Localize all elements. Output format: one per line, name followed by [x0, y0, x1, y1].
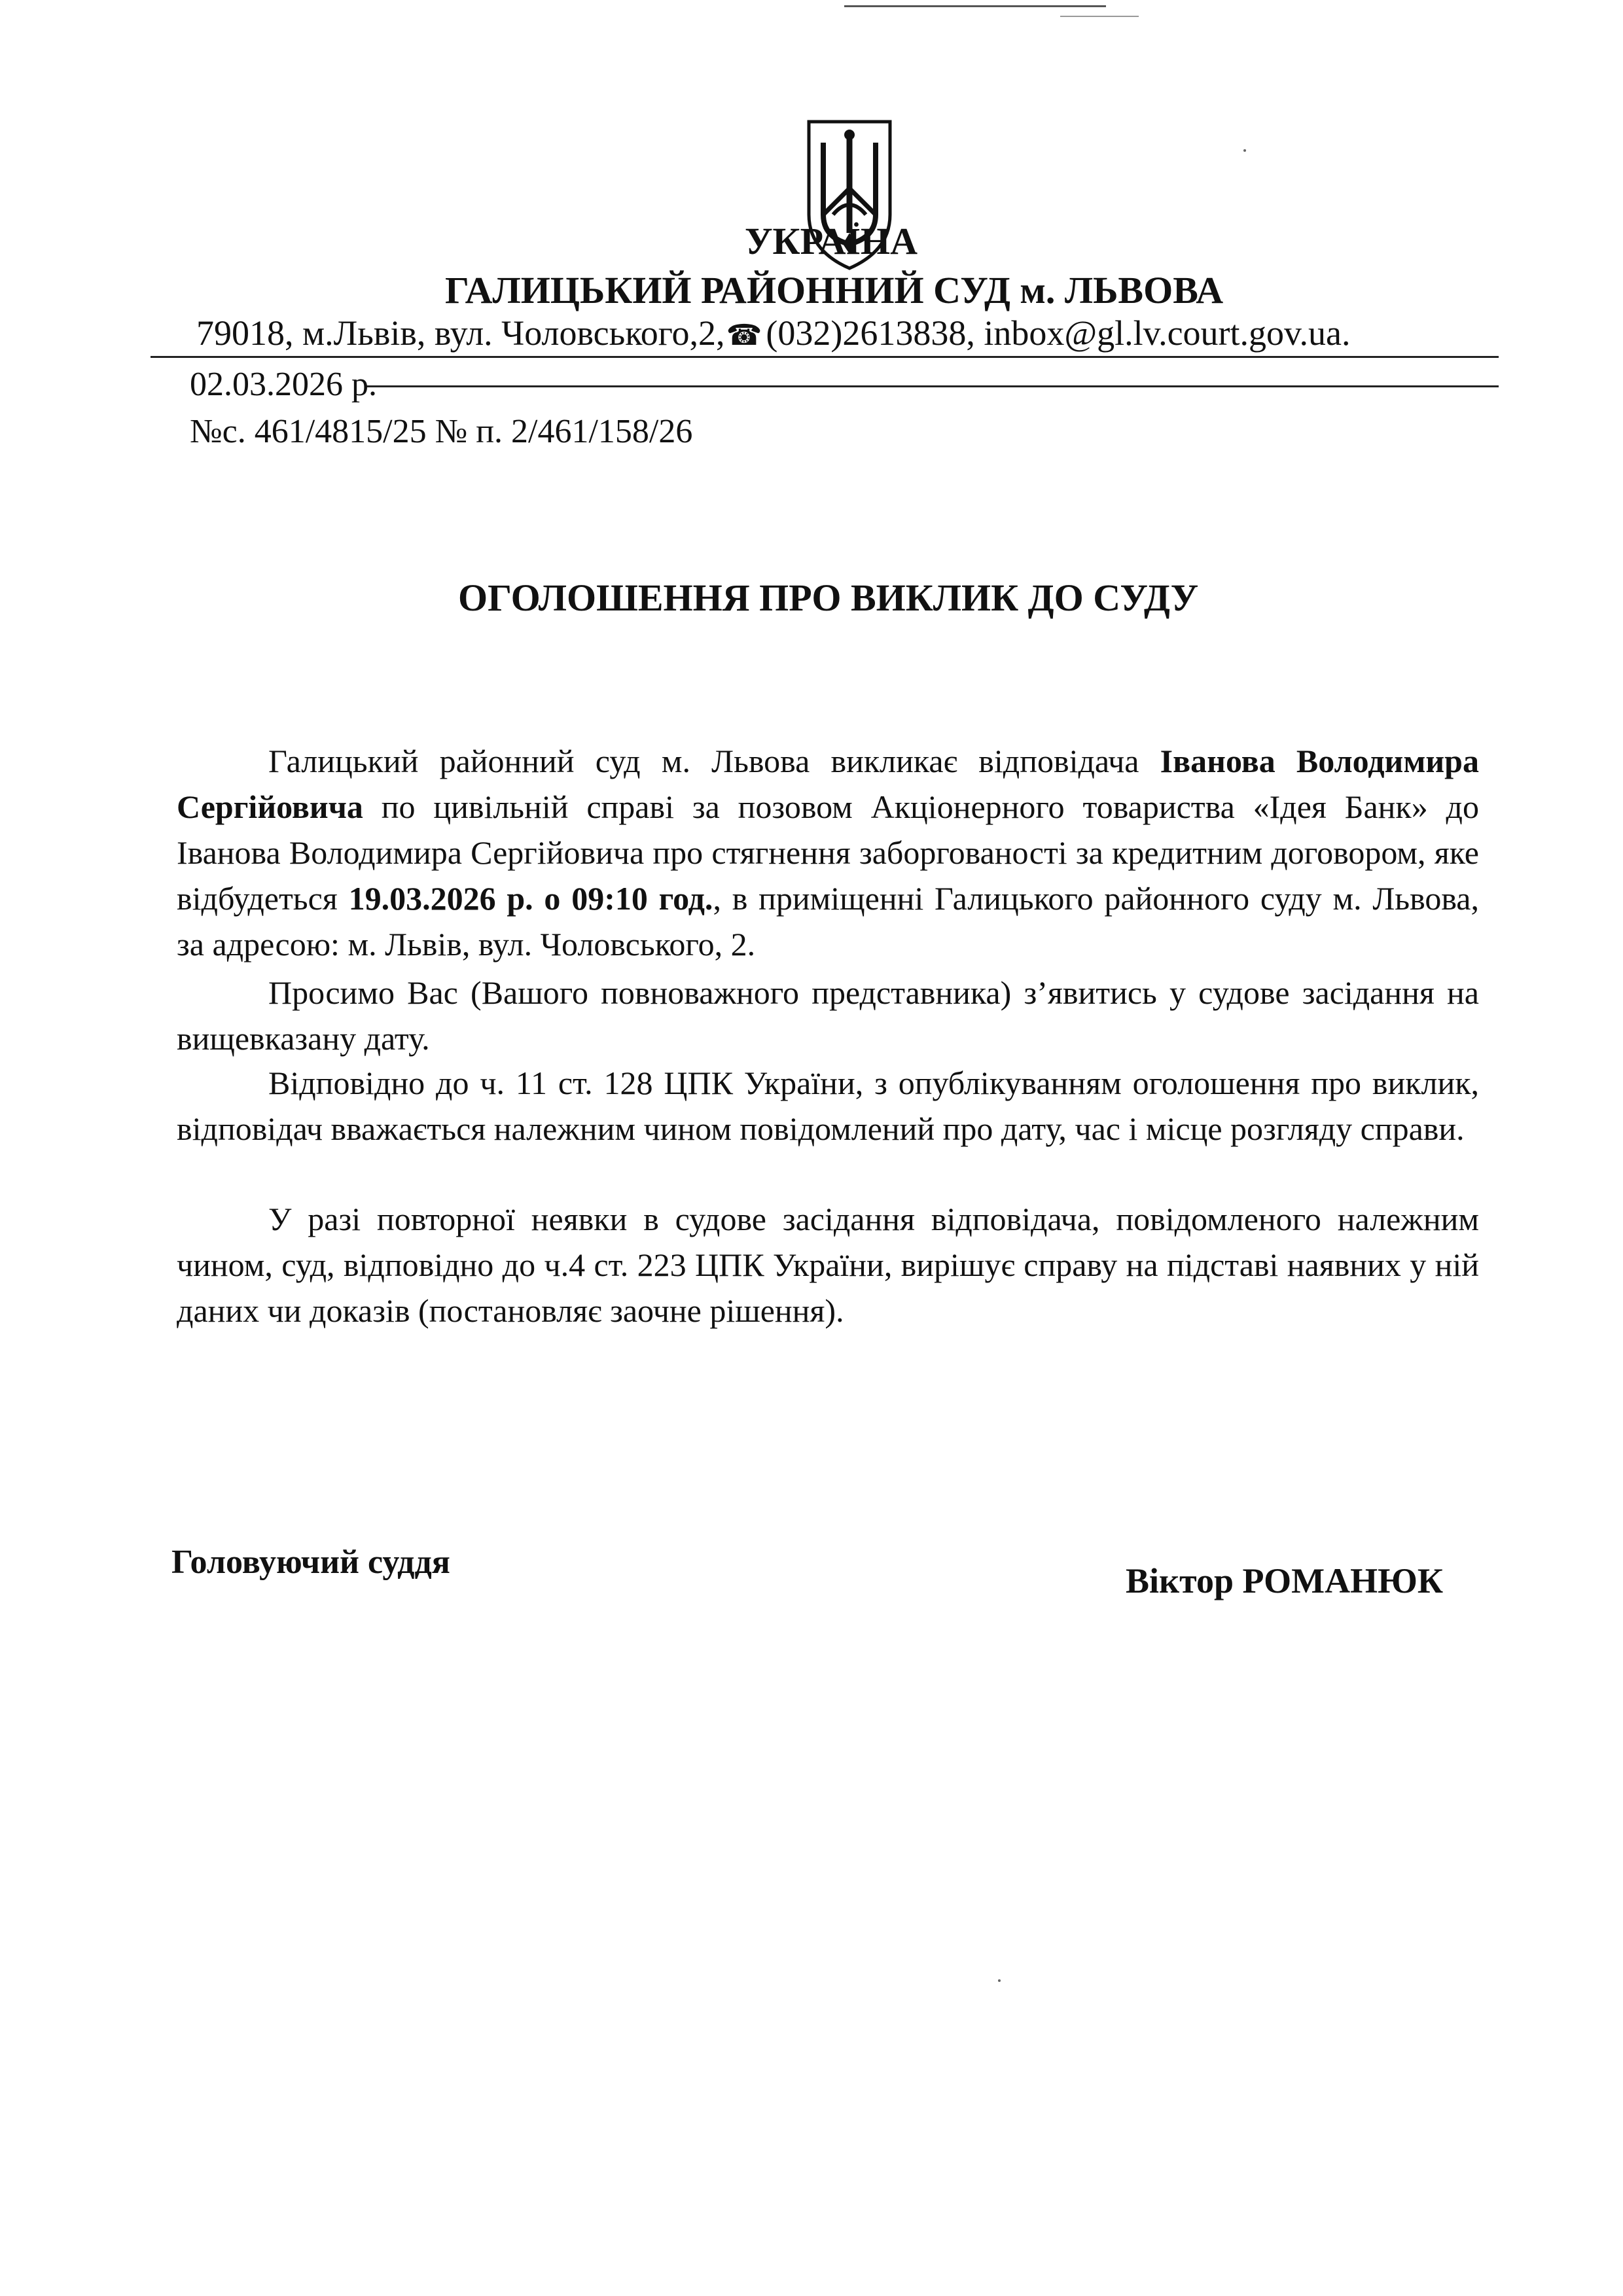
- court-name-heading: ГАЛИЦЬКИЙ РАЙОННИЙ СУД м. ЛЬВОВА: [445, 269, 1224, 311]
- document-date: 02.03.2026 р.: [190, 366, 377, 403]
- paragraph-default-judgment: У разі повторної неявки в судове засідання відповідача, повідомленого належним чином, суд, відповідно до ч.4 ст. 223 ЦПК України, вирішує справу на підставі наявних у ній даних чи доказів (постановляє заочне рішення).: [177, 1201, 1479, 1329]
- paragraph-summons: Галицький районний суд м. Львова викликає відповідача Іванова Володимира Сергійовича по цивільній справі за позовом Акціонерного товариства «Ідея Банк» до Іванова Володимира Сергійовича про стягнення заборгованості за кредитним договором, яке відбудеться 19.03.2026 р. о 09:10 год., в приміщенні Галицького районного суду м. Львова, за адресою: м. Львів, вул. Чоловського, 2.: [177, 743, 1479, 963]
- address-street: 79018, м.Львів, вул. Чоловського,2,: [196, 313, 725, 353]
- scan-artifact-line: [1060, 16, 1139, 17]
- telephone-icon: ☎: [726, 319, 762, 351]
- address-contacts: (032)2613838, inbox@gl.lv.court.gov.ua.: [766, 313, 1351, 353]
- country-heading: УКРАЇНА: [744, 220, 918, 262]
- defendant-name: Іванова Володимира Сергійовича: [177, 743, 1479, 825]
- signature-role: Головуючий суддя: [171, 1544, 450, 1581]
- header-divider: [151, 356, 1499, 358]
- scan-speck: [1243, 149, 1246, 152]
- header-divider: [366, 385, 1499, 387]
- court-address: [196, 313, 1350, 353]
- scan-artifact-line: [844, 5, 1106, 7]
- document-title: ОГОЛОШЕННЯ ПРО ВИКЛИК ДО СУДУ: [458, 576, 1199, 619]
- paragraph-legal-basis: Відповідно до ч. 11 ст. 128 ЦПК України, з опублікуванням оголошення про виклик, відповідач вважається належним чином повідомлений про дату, час і місце розгляду справи.: [177, 1065, 1479, 1147]
- case-numbers: №с. 461/4815/25 № п. 2/461/158/26: [190, 413, 693, 450]
- scan-speck: [998, 1979, 1001, 1982]
- signature-name: Віктор РОМАНЮК: [1126, 1561, 1444, 1600]
- hearing-datetime: 19.03.2026 р. о 09:10 год.: [348, 880, 713, 917]
- paragraph-request: Просимо Вас (Вашого повноважного представника) з’явитись у судове засідання на вищевказану дату.: [177, 974, 1479, 1057]
